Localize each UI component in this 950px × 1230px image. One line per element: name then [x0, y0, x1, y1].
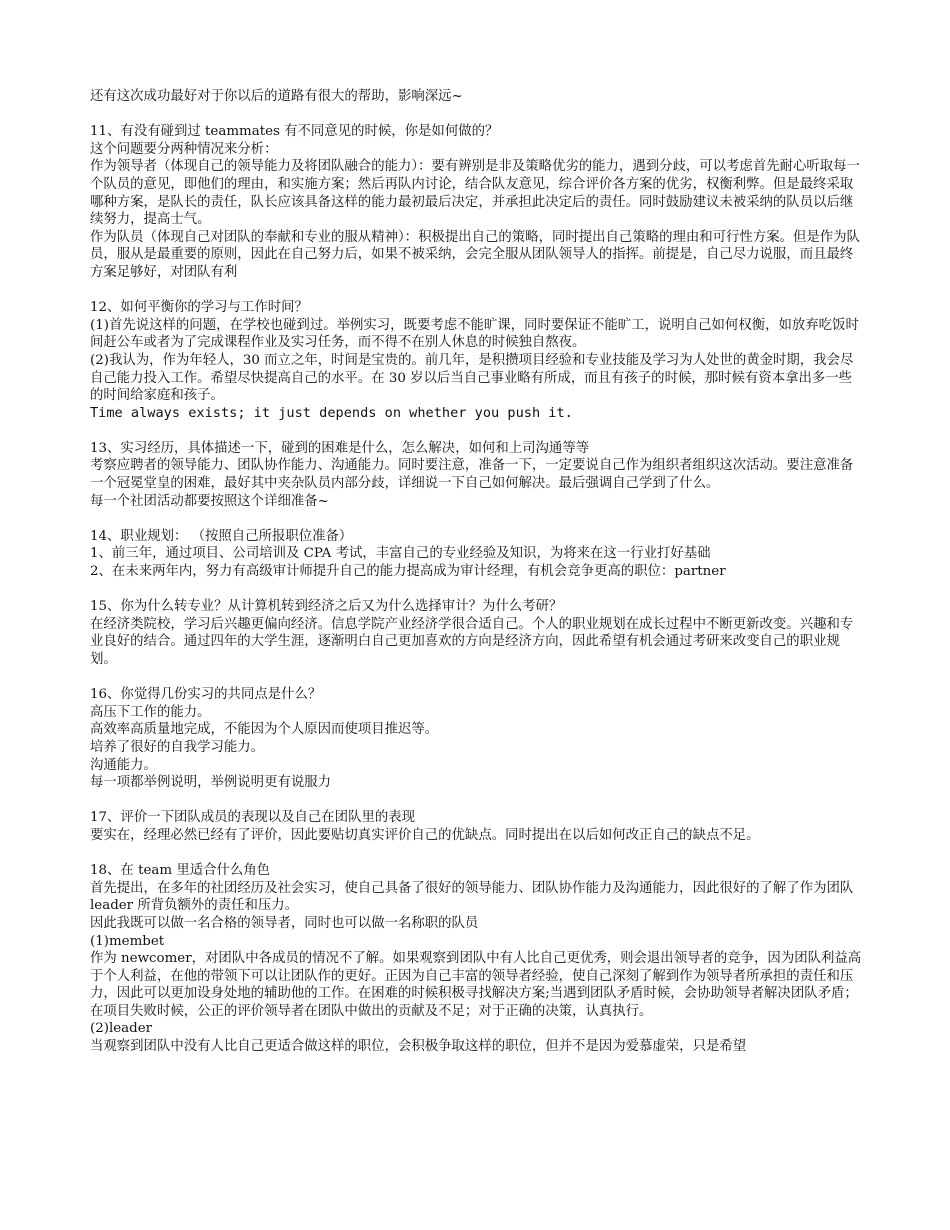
question-13-heading: 13、实习经历，具体描述一下，碰到的困难是什么，怎么解决，如何和上司沟通等等: [90, 440, 590, 456]
q18-leader-paragraph: 当观察到团队中没有人比自己更适合做这样的职位，会积极争取这样的职位，但并不是因为爱慕虚荣，只是希望: [90, 1039, 747, 1055]
spacer: [90, 422, 865, 440]
question-11-heading: 11、有没有碰到过 teammates 有不同意见的时候，你是如何做的？: [90, 124, 499, 140]
document-page: [90, 88, 865, 1056]
q18-subheading-leader: (2)leader: [90, 1021, 153, 1037]
q18-paragraph-1: 首先提出，在多年的社团经历及社会实习，使自己具备了很好的领导能力、团队协作能力及沟通能力，因此很好的了解了作为团队 leader 所背负额外的责任和压力。: [90, 880, 854, 914]
spacer: [90, 845, 865, 863]
q13-paragraph: 考察应聘者的领导能力、团队协作能力、沟通能力。同时要注意，准备一下，一定要说自己作为组织者组织这次活动。要注意准备一个冠冕堂皇的困难，最好其中夹杂队员内部分歧，详细说一下自己如何解决。最后强调自己学到了什么。: [90, 458, 854, 492]
q12-english-quote: Time always exists; it just depends on whether you push it.: [90, 404, 573, 421]
q14-point-1: 1、前三年，通过项目、公司培训及 CPA 考试，丰富自己的专业经验及知识，为将来在这一行业打好基础: [90, 546, 711, 562]
spacer: [90, 282, 865, 300]
q18-subheading-member: (1)membet: [90, 933, 165, 949]
question-14-heading: 14、职业规划： （按照自己所报职位准备）: [90, 528, 353, 544]
spacer: [90, 669, 865, 687]
question-15-heading: 15、你为什么转专业？从计算机转到经济之后又为什么选择审计？为什么考研？: [90, 599, 563, 615]
question-16-heading: 16、你觉得几份实习的共同点是什么？: [90, 687, 322, 703]
q11-leader-paragraph: 作为领导者（体现自己的领导能力及将团队融合的能力）：要有辨别是非及策略优劣的能力，遇到分歧，可以考虑首先耐心听取每一个队员的意见，即他们的理由，和实施方案；然后再队内讨论，结合队友意见，综合评价各方案的优劣，权衡利弊。但是最终采取哪种方案，是队长的责任，队长应该具备这样的能力最初最后决定，并承担此决定后的责任。同时鼓励建议未被采纳的队员以后继续努力，提高士气。: [90, 159, 860, 228]
spacer: [90, 792, 865, 810]
q16-line-3: 培养了很好的自我学习能力。: [90, 739, 265, 755]
q12-point-2: (2)我认为，作为年轻人，30 而立之年，时间是宝贵的。前几年，是积攒项目经验和专业技能及学习为人处世的黄金时期，我会尽自己能力投入工作。希望尽快提高自己的水平。在 30 岁以后当自己事业略有所成，而且有孩子的时候，那时候有资本拿出多一些的时间给家庭和孩子。: [90, 352, 854, 404]
q16-line-2: 高效率高质量地完成，不能因为个人原因而使项目推迟等。: [90, 722, 439, 738]
q16-line-1: 高压下工作的能力。: [90, 704, 211, 720]
q18-paragraph-2: 因此我既可以做一名合格的领导者，同时也可以做一名称职的队员: [90, 915, 479, 931]
q17-paragraph: 要实在，经理必然已经有了评价，因此要贴切真实评价自己的优缺点。同时提出在以后如何改正自己的缺点不足。: [90, 827, 760, 843]
question-17-heading: 17、评价一下团队成员的表现以及自己在团队里的表现: [90, 810, 416, 826]
question-18-heading: 18、在 team 里适合什么角色: [90, 863, 271, 879]
q18-member-paragraph: 作为 newcomer，对团队中各成员的情况不了解。如果观察到团队中有人比自己更优秀，则会退出领导者的竞争，因为团队利益高于个人利益，在他的带领下可以让团队作的更好。正因为自己丰富的领导者经验，使自己深刻了解到作为领导者所承担的责任和压力，因此可以更加设身处地的辅助他的工作。在困难的时候积极寻找解决方案;当遇到团队矛盾时候，会协助领导者解决团队矛盾；在项目失败时候，公正的评价领导者在团队中做出的贡献及不足；对于正确的决策，认真执行。: [90, 951, 862, 1019]
q11-member-paragraph: 作为队员（体现自己对团队的奉献和专业的服从精神）：积极提出自己的策略，同时提出自己策略的理由和可行性方案。但是作为队员，服从是最重要的原则，因此在自己努力后，如果不被采纳，会完全服从团队领导人的指挥。前提是，自己尽力说服，而且最终方案足够好，对团队有利: [90, 229, 860, 280]
q15-paragraph: 在经济类院校，学习后兴趣更偏向经济。信息学院产业经济学很合适自己。个人的职业规划在成长过程中不断更新改变。兴趣和专业良好的结合。通过四年的大学生涯，逐渐明白自己更加喜欢的方向是经济方向，因此希望有机会通过考研来改变自己的职业规划。: [90, 616, 854, 667]
spacer: [90, 510, 865, 528]
q13-note: 每一个社团活动都要按照这个详细准备~: [90, 493, 329, 509]
spacer: [90, 106, 865, 124]
question-12-heading: 12、如何平衡你的学习与工作时间？: [90, 300, 308, 316]
spacer: [90, 581, 865, 599]
q11-line-1: 这个问题要分两种情况来分析：: [90, 141, 278, 157]
intro-line: 还有这次成功最好对于你以后的道路有很大的帮助，影响深远~: [90, 89, 463, 104]
q16-line-5: 每一项都举例说明，举例说明更有说服力: [90, 775, 332, 791]
q16-line-4: 沟通能力。: [90, 757, 157, 773]
q14-point-2: 2、在未来两年内，努力有高级审计师提升自己的能力提高成为审计经理，有机会竞争更高的职位：partner: [90, 564, 726, 580]
q12-point-1: (1)首先说这样的问题，在学校也碰到过。举例实习，既要考虑不能旷课，同时要保证不能旷工，说明自己如何权衡，如放弃吃饭时间赶公车或者为了完成课程作业及实习任务，而不得不在别人休息的时候独自熬夜。: [90, 317, 859, 351]
